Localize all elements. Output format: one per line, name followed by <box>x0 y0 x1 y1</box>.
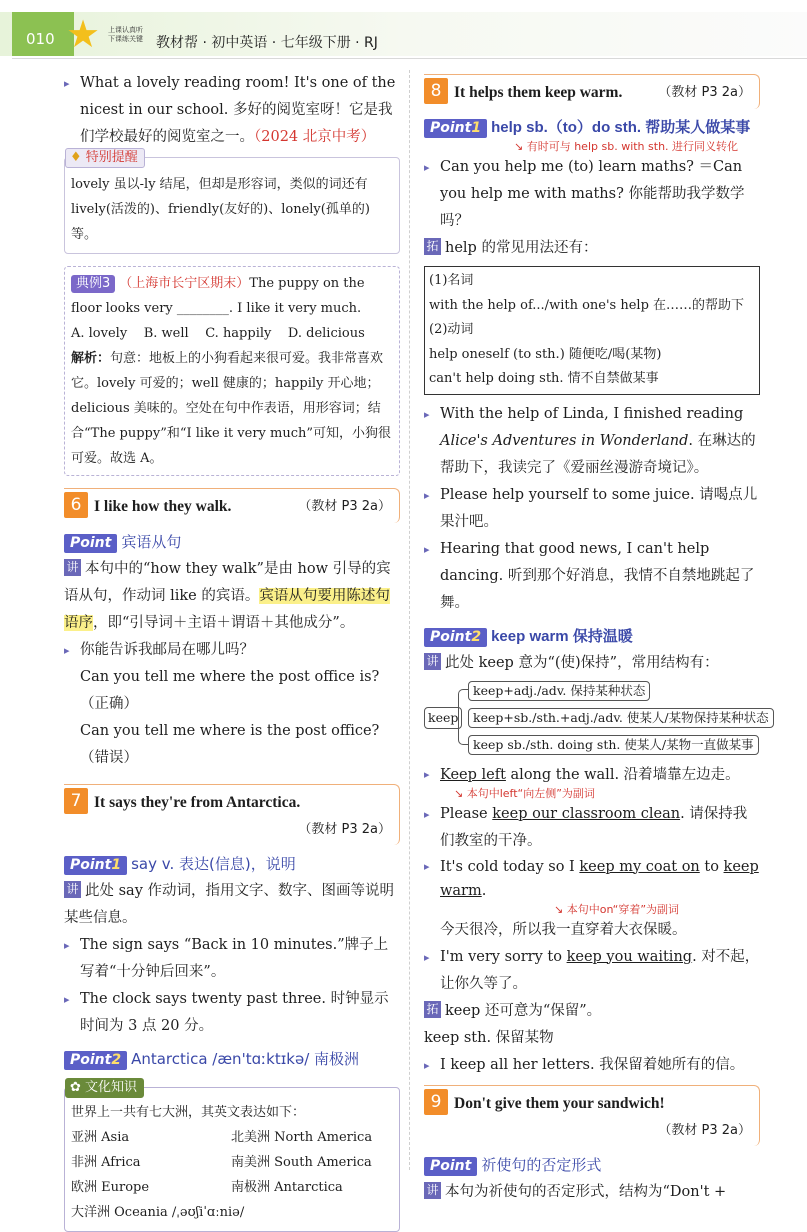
explain-text: 此处 keep 意为“(使)保持”，常用结构有： <box>445 654 719 671</box>
book-title-italic: Alice's Adventures in Wonderland <box>440 432 689 449</box>
section-8-bullet-1: ▸ Can you help me (to) learn maths? ＝Can you help me with maths? 你能帮助我学数学吗？ <box>424 154 760 235</box>
section-9-number: 9 <box>424 1089 448 1115</box>
section-7-point-2 <box>64 1046 400 1073</box>
point-badge <box>64 856 127 875</box>
help-usage-box <box>424 266 760 395</box>
section-6-ref: （教材 P3 2a） <box>298 499 391 514</box>
example-question: The puppy on the floor looks very ________. I like it very much. <box>71 276 365 316</box>
explain-icon: 讲 <box>424 653 441 670</box>
explain-icon: 讲 <box>424 1182 441 1199</box>
culture-tag-label: 文化知识 <box>85 1080 138 1095</box>
point-badge <box>424 119 487 138</box>
example-text: Please <box>440 805 493 822</box>
example-text: to <box>699 858 724 875</box>
extension-line-2 <box>424 998 760 1025</box>
usage-line: help oneself (to sth.) 随便吃/喝(某物) <box>429 346 662 362</box>
continent-item: 大洋洲 Oceania /ˌəʊʃiˈɑːniə/ <box>71 1205 245 1220</box>
point-text: say v. 表达(信息)，说明 <box>131 855 296 873</box>
section-8-bullet-4: ▸ Hearing that good news, I can't help dancing. 听到那个好消息，我情不自禁地跳起了舞。 <box>424 536 760 617</box>
keep-example-5: ▸ I keep all her letters. 我保留着她所有的信。 <box>424 1052 760 1079</box>
example-source: （上海市长宁区期末） <box>119 276 250 291</box>
point-1-note-text: 有时可与 help sb. with sth. 进行同义转化 <box>526 140 739 153</box>
point-badge-label: Point <box>70 1052 112 1068</box>
keep-structure-item: keep+sb./sth.+adj./adv. 使某人/某物保持某种状态 <box>468 708 774 728</box>
section-6-explanation <box>64 556 400 637</box>
header-slogan: 上课认真听 下课练关键 <box>108 26 143 43</box>
usage-line: can't help doing sth. 情不自禁做某事 <box>429 371 659 386</box>
section-9-ref: （教材 P3 2a） <box>658 1122 751 1138</box>
continent-item: 南极洲 Antarctica <box>231 1180 343 1195</box>
header-divider <box>12 58 807 59</box>
continent-item <box>231 1200 391 1225</box>
bullet-text-a: With the help of Linda, I finished reading <box>440 405 744 422</box>
left-column <box>64 70 400 1232</box>
continent-item: 欧洲 Europe <box>71 1180 150 1195</box>
section-6-number: 6 <box>64 492 88 518</box>
section-6-wrong: Can you tell me where is the post office?（错误） <box>80 723 380 766</box>
extension-icon: 拓 <box>424 238 441 255</box>
point-text: keep warm 保持温暖 <box>491 627 633 645</box>
keep-sth-phrase: keep sth. 保留某物 <box>424 1029 554 1046</box>
section-8-header <box>424 74 760 109</box>
example-analysis <box>71 346 393 471</box>
keep-example-1-note: ↘ 本句中left“向左侧”为副词 <box>454 786 595 800</box>
keep-example-2 <box>424 801 760 855</box>
section-8-point-2 <box>424 623 760 650</box>
underlined-phrase: Keep left <box>440 766 506 783</box>
keep-structure-item: keep sb./sth. doing sth. 使某人/某物一直做某事 <box>468 735 759 755</box>
underlined-phrase: keep my coat on <box>579 858 700 875</box>
section-8-bullet-2 <box>424 401 760 482</box>
tip-tag-label: 特别提醒 <box>85 150 138 165</box>
example-text: along the wall. 沿着墙靠左边走。 <box>505 766 740 783</box>
continent-item: 亚洲 Asia <box>71 1130 130 1145</box>
point-text: help sb.（to）do sth. 帮助某人做某事 <box>491 119 751 136</box>
culture-box <box>64 1080 400 1232</box>
section-7-explanation <box>64 878 400 932</box>
point-badge <box>424 628 487 647</box>
page-header <box>0 0 807 62</box>
example-question-line <box>71 271 393 321</box>
analysis-text: 句意：地板上的小狗看起来很可爱。我非常喜欢它。lovely 可爱的；well 健康的；happily 开心地；delicious 美味的。空处在句中作表语，用形容词；结合“The puppy”和“I like it very much”可知，小狗很可爱。故选 A。 <box>71 351 392 466</box>
keep-example-3 <box>424 855 760 903</box>
note-text: 本句中left“向左侧”为副词 <box>466 786 595 800</box>
right-column <box>424 70 769 1206</box>
example-tag: 典例3 <box>71 275 115 293</box>
point-badge-label: Point <box>430 628 472 645</box>
explain-highlight: 宾语从句要用陈述句语序 <box>64 588 390 631</box>
keep-structure-diagram <box>424 679 769 759</box>
example-text: . 请保持我们教室的干净。 <box>440 805 748 849</box>
section-7-header <box>64 784 400 845</box>
section-6-point <box>64 529 400 556</box>
explain-icon: 讲 <box>64 559 81 576</box>
continent-item: 南美洲 South America <box>231 1155 372 1170</box>
column-divider <box>409 70 410 1170</box>
explain-icon: 讲 <box>64 881 81 898</box>
section-6-bullet: ▸ 你能告诉我邮局在哪儿吗？ <box>64 637 400 664</box>
section-8-title: It helps them keep warm. <box>454 84 623 101</box>
section-9-header <box>424 1085 760 1146</box>
underlined-phrase: keep our classroom clean <box>492 805 681 822</box>
point-badge-number: 1 <box>471 120 482 136</box>
point-badge-number: 2 <box>471 628 482 645</box>
section-6-header <box>64 488 400 523</box>
mascot-star-icon: ★ <box>66 12 101 56</box>
extension-icon: 拓 <box>424 1001 441 1018</box>
section-8-bullet-3: ▸ Please help yourself to some juice. 请喝点儿果汁吧。 <box>424 482 760 536</box>
underlined-phrase: keep you waiting <box>566 948 693 965</box>
section-7-bullet-1: ▸ The sign says “Back in 10 minutes.”牌子上写着“十分钟后回来”。 <box>64 932 400 986</box>
lightbulb-icon: ♦ <box>70 150 82 165</box>
usage-line: (1)名词 <box>429 273 474 288</box>
culture-intro: 世界上一共有七大洲，其英文表达如下： <box>71 1105 306 1120</box>
explain-text: 本句为祈使句的否定形式，结构为“Don't + <box>445 1183 727 1200</box>
keep-word-box: keep <box>424 707 462 729</box>
keep-example-4 <box>424 944 760 998</box>
continent-item: 北美洲 North America <box>231 1130 373 1145</box>
culture-tag <box>65 1078 144 1098</box>
keep-example-3-translation: 今天很冷，所以我一直穿着大衣保暖。 <box>440 921 687 938</box>
note-text: 本句中on“穿着”为副词 <box>566 902 680 916</box>
book-title: 教材帮 · 初中英语 · 七年级下册 · RJ <box>156 35 378 51</box>
usage-line: with the help of.../with one's help 在……的帮助下 <box>429 297 745 313</box>
page-number: 010 <box>26 30 55 48</box>
point-text: 宾语从句 <box>121 533 182 551</box>
point-badge-number: 1 <box>111 857 122 873</box>
section-6-correct: Can you tell me where the post office is?（正确） <box>80 669 380 712</box>
section-8-ref: （教材 P3 2a） <box>658 85 751 100</box>
keep-structure-item: keep+adj./adv. 保持某种状态 <box>468 681 650 701</box>
intro-text: What a lovely reading room! It's one of the nicest in our school. 多好的阅览室呀！它是我们学校最好的阅览室之一。 <box>80 75 396 145</box>
section-7-point-1 <box>64 851 400 878</box>
section-7-number: 7 <box>64 788 88 814</box>
section-8-number: 8 <box>424 78 448 104</box>
point-badge-label: Point <box>430 120 472 136</box>
tip-tag <box>65 148 145 168</box>
section-9-title: Don't give them your sandwich! <box>454 1094 665 1112</box>
section-8-point-1 <box>424 115 760 140</box>
point-1-note: ↘ 有时可与 help sb. with sth. 进行同义转化 <box>514 140 739 153</box>
point-text: 祈使句的否定形式 <box>481 1155 602 1174</box>
example-text: . 对不起，让你久等了。 <box>440 948 760 992</box>
example-options: A. lovely B. well C. happily D. delicious <box>71 326 365 341</box>
tip-box <box>64 150 400 254</box>
tip-text: lovely 虽以-ly 结尾，但却是形容词，类似的词还有 lively(活泼的)、friendly(友好的)、lonely(孤单的)等。 <box>71 177 370 242</box>
extension-line <box>424 235 760 262</box>
intro-example <box>64 70 400 151</box>
explain-text: 此处 say 作动词，指用文字、数字、图画等说明某些信息。 <box>64 883 394 926</box>
explain-text-b: ，即“引导词＋主语＋谓语＋其他成分”。 <box>93 615 355 631</box>
point-badge-number: 2 <box>111 1052 122 1068</box>
section-8-explanation <box>424 650 760 677</box>
underlined-phrase: keep warm <box>440 858 759 899</box>
continent-list <box>71 1125 391 1225</box>
analysis-label: 解析： <box>71 351 111 366</box>
culture-icon: ✿ <box>70 1080 81 1095</box>
section-7-ref: （教材 P3 2a） <box>298 822 391 837</box>
bullet-text-b: . 在琳达的帮助下，我读完了《爱丽丝漫游奇境记》。 <box>440 432 756 476</box>
example-box <box>64 266 400 476</box>
extension-text: help 的常见用法还有： <box>445 240 598 256</box>
point-badge-label: Point <box>70 857 112 873</box>
section-6-title: I like how they walk. <box>94 498 232 515</box>
keep-example-1 <box>424 763 760 787</box>
point-badge: Point <box>64 534 117 553</box>
point-badge <box>64 1051 127 1070</box>
section-7-title: It says they're from Antarctica. <box>94 794 301 811</box>
section-9-explanation <box>424 1179 760 1206</box>
example-text: I'm very sorry to <box>440 948 567 965</box>
section-9-point <box>424 1152 760 1179</box>
example-text: It's cold today so I <box>440 858 580 875</box>
point-badge: Point <box>424 1157 477 1176</box>
point-text: Antarctica /æn'tɑːktɪkə/ 南极洲 <box>131 1050 360 1068</box>
usage-line: (2)动词 <box>429 322 474 337</box>
intro-source: （2024 北京中考） <box>254 129 376 145</box>
keep-example-3-note: ↘ 本句中on“穿着”为副词 <box>554 902 680 916</box>
extension-text: keep 还可意为“保留”。 <box>445 1002 602 1019</box>
continent-item: 非洲 Africa <box>71 1155 141 1170</box>
explain-text-a: 本句中的“how they walk”是由 how 引导的宾语从句，作动词 like 的宾语。 <box>64 561 391 604</box>
example-text: . <box>481 882 487 899</box>
section-7-bullet-2: ▸ The clock says twenty past three. 时钟显示时间为 3 点 20 分。 <box>64 986 400 1040</box>
